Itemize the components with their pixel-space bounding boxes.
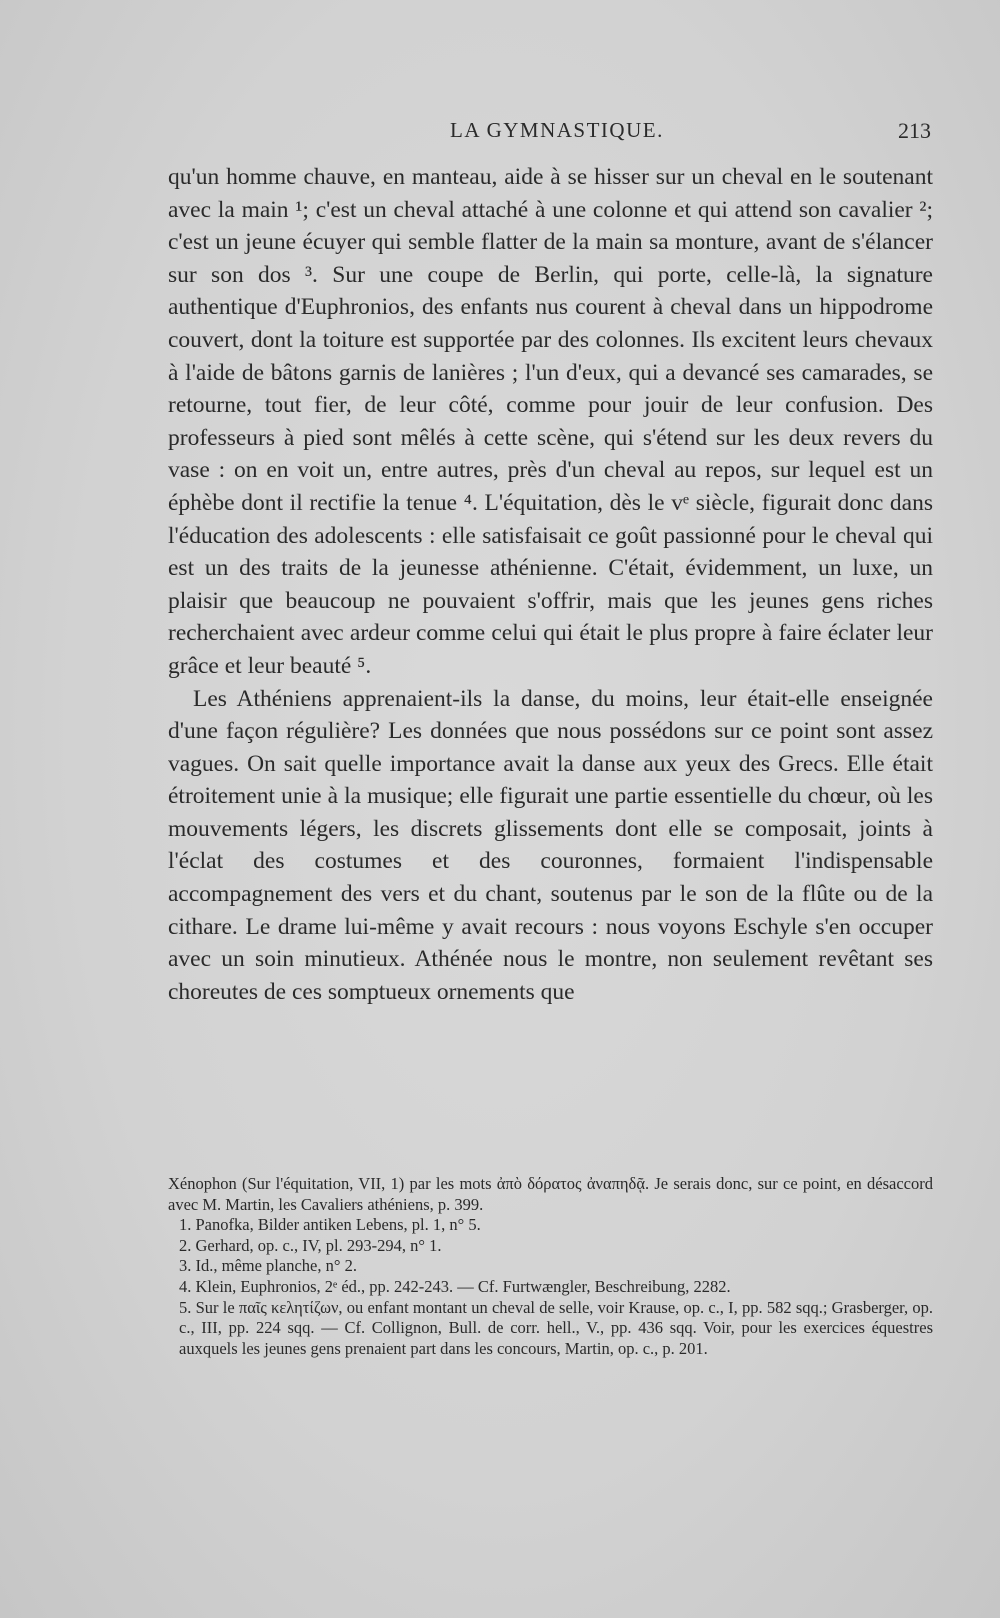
page-number: 213 bbox=[898, 118, 931, 143]
body-paragraph: qu'un homme chauve, en manteau, aide à se hisser sur un cheval en le soutenant avec la main ¹; c'est un cheval attaché à une colonne et qui attend son cavalier ²; c'est un jeune écuyer qui semble flatter de la main sa monture, avant de s'élancer sur son dos ³. Sur une coupe de Berlin, qui porte, celle-là, la signature authentique d'Euphronios, des enfants nus courent à cheval dans un hippodrome couvert, dont la toiture est supportée par des colonnes. Ils excitent leurs chevaux à l'aide de bâtons garnis de lanières ; l'un d'eux, qui a devancé ses camarades, se retourne, tout fier, de leur côté, comme pour jouir de leur confusion. Des professeurs à pied sont mêlés à cette scène, qui s'étend sur les deux revers du vase : on en voit un, entre autres, près d'un cheval au repos, sur lequel est un éphèbe dont il rectifie la tenue ⁴. L'équitation, dès le vᵉ siècle, figurait donc dans l'éducation des adolescents : elle satisfaisait ce goût passionné pour le cheval qui est un des traits de la jeunesse athénienne. C'était, évidemment, un luxe, un plaisir que beaucoup ne pouvaient s'offrir, mais que les jeunes gens riches recherchaient avec ardeur comme celui qui était le plus propre à faire éclater leur grâce et leur beauté ⁵. bbox=[168, 164, 933, 679]
running-title: LA GYMNASTIQUE. bbox=[450, 118, 664, 142]
running-head bbox=[168, 118, 933, 148]
footnote-1: 1. Panofka, Bilder antiken Lebens, pl. 1, n° 5. bbox=[179, 1215, 481, 1235]
body-paragraph: Les Athéniens apprenaient-ils la danse, du moins, leur était-elle enseignée d'une façon régulière? Les données que nous possédons sur ce point sont assez vagues. On sait quelle importance avait la danse aux yeux des Grecs. Elle était étroitement unie à la musique; elle figurait une partie essentielle du chœur, où les mouvements légers, les discrets glissements dont elle se composait, joints à l'éclat des costumes et des couronnes, formaient l'indispensable accompagnement des vers et du chant, soutenus par le son de la flûte ou de la cithare. Le drame lui-même y avait recours : nous voyons Eschyle s'en occuper avec un soin minutieux. Athénée nous le montre, non seulement revêtant ses choreutes de ces somptueux ornements que bbox=[168, 685, 933, 1005]
footnote-2: 2. Gerhard, op. c., IV, pl. 293-294, n° 1. bbox=[179, 1235, 442, 1255]
footnotes bbox=[168, 1174, 933, 1359]
footnote-5: 5. Sur le παῖς κελητίζων, ou enfant montant un cheval de selle, voir Krause, op. c., I, pp. 582 sqq.; Grasberger, op. c., III, pp. 224 sqq. — Cf. Collignon, Bull. de corr. hell., V., pp. 436 sqq. Voir, pour les exercices équestres auxquels les jeunes gens prenaient part dans les concours, Martin, op. c., p. 201. bbox=[179, 1297, 933, 1358]
body-text bbox=[168, 161, 933, 1008]
footnote-4: 4. Klein, Euphronios, 2ᵉ éd., pp. 242-243. — Cf. Furtwængler, Beschreibung, 2282. bbox=[179, 1276, 731, 1296]
footnote-continuation: Xénophon (Sur l'équitation, VII, 1) par les mots ἀπὸ δόρατος ἀναπηδᾷ. Je serais donc, sur ce point, en désaccord avec M. Martin, les Cavaliers athéniens, p. 399. bbox=[168, 1174, 933, 1214]
footnote-3: 3. Id., même planche, n° 2. bbox=[179, 1256, 357, 1276]
